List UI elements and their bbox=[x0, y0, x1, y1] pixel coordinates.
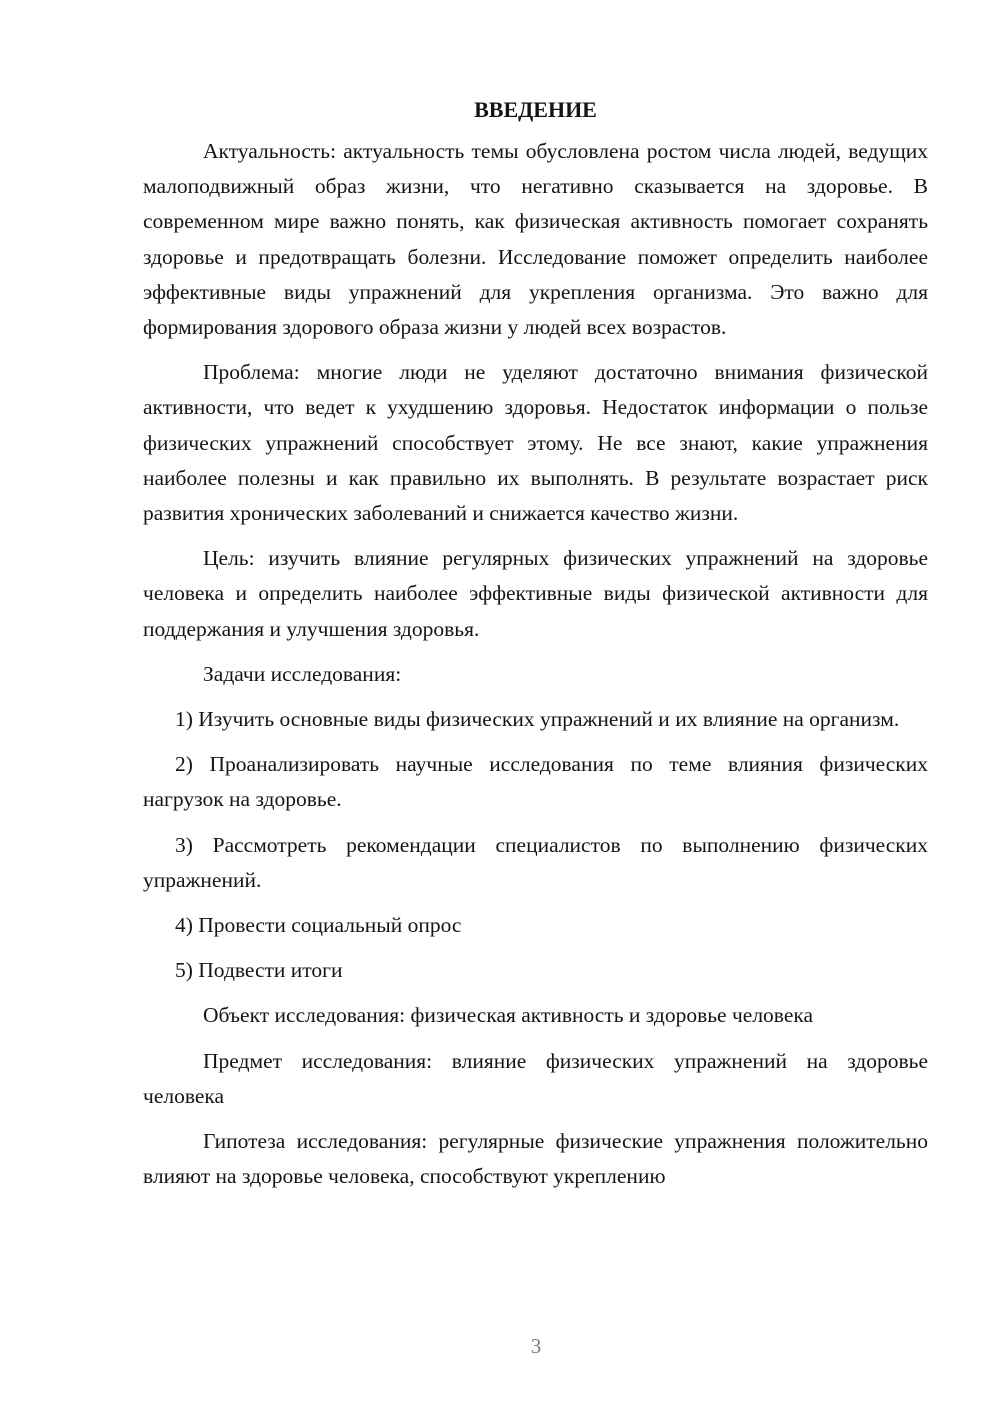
page-number: 3 bbox=[530, 1334, 542, 1358]
task-item-2: 2) Проанализировать научные исследования по теме влияния физических нагрузок на здоровье. bbox=[143, 752, 928, 812]
hypothesis-paragraph: Гипотеза исследования: регулярные физические упражнения положительно влияют на здоровье человека, способствуют укреплению bbox=[143, 1129, 928, 1189]
research-subject-paragraph: Предмет исследования: влияние физических упражнений на здоровье человека bbox=[143, 1048, 928, 1108]
tasks-heading: Задачи исследования: bbox=[203, 661, 402, 686]
section-title: ВВЕДЕНИЕ bbox=[474, 97, 597, 122]
goal-paragraph: Цель: изучить влияние регулярных физических упражнений на здоровье человека и определить наиболее эффективные виды физической активности для поддержания и улучшения здоровья. bbox=[143, 546, 928, 641]
relevance-paragraph: Актуальность: актуальность темы обусловлена ростом числа людей, ведущих малоподвижный образ жизни, что негативно сказывается на здоровье. В современном мире важно понять, как физическая активность помогает сохранять здоровье и предотвращать болезни. Исследование поможет определить наиболее эффективные виды упражнений для укрепления организма. Это важно для формирования здорового образа жизни у людей всех возрастов. bbox=[143, 139, 928, 340]
task-item-5: 5) Подвести итоги bbox=[175, 958, 343, 983]
task-item-1: 1) Изучить основные виды физических упражнений и их влияние на организм. bbox=[175, 707, 900, 732]
problem-paragraph: Проблема: многие люди не уделяют достаточно внимания физической активности, что ведет к ухудшению здоровья. Недостаток информации о пользе физических упражнений способствует этому. Не все знают, какие упражнения наиболее полезны и как правильно их выполнять. В результате возрастает риск развития хронических заболеваний и снижается качество жизни. bbox=[143, 360, 928, 526]
task-item-3: 3) Рассмотреть рекомендации специалистов по выполнению физических упражнений. bbox=[143, 832, 928, 892]
research-object-paragraph: Объект исследования: физическая активность и здоровье человека bbox=[203, 1003, 814, 1028]
task-item-4: 4) Провести социальный опрос bbox=[175, 913, 462, 938]
document-page bbox=[143, 93, 928, 1204]
